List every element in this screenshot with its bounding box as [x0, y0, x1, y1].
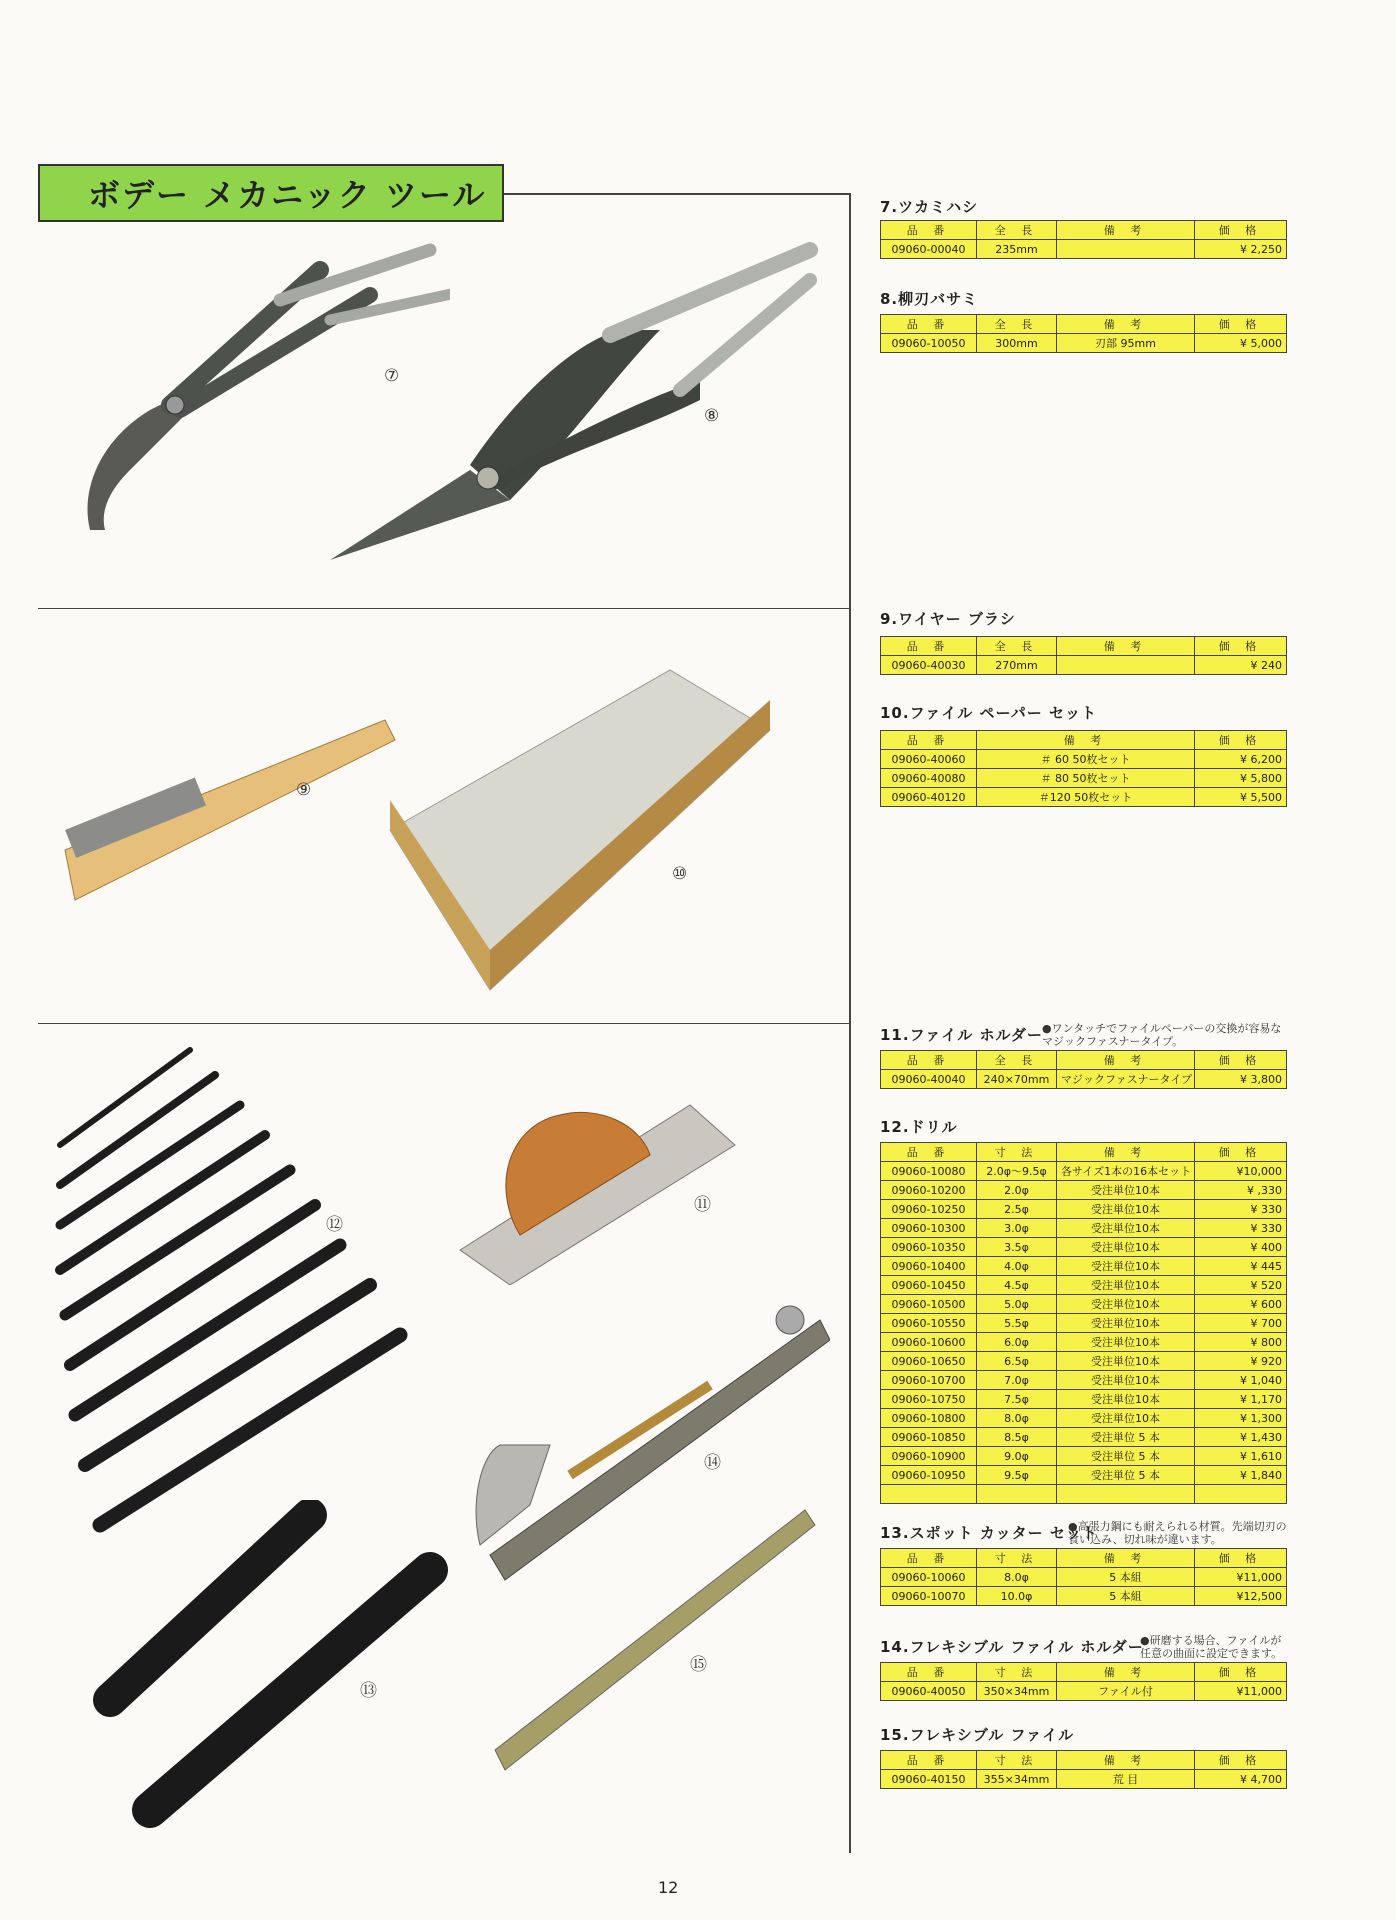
size: 6.0φ	[977, 1333, 1057, 1352]
section-10-title: 10.ファイル ペーパー セット	[880, 704, 1097, 722]
figure-label-12: ⑫	[326, 1215, 343, 1235]
header-cell: 品 番	[881, 1663, 977, 1682]
price: ¥ 1,610	[1195, 1447, 1287, 1466]
remarks: 受注単位10本	[1057, 1219, 1195, 1238]
remarks: 刃部 95mm	[1057, 334, 1195, 353]
table-row	[881, 1568, 1287, 1587]
part-number	[881, 1485, 977, 1504]
price: ¥ 240	[1195, 656, 1287, 675]
remarks: 受注単位10本	[1057, 1200, 1195, 1219]
section-8-table	[880, 314, 1287, 353]
header-cell: 価 格	[1195, 221, 1287, 240]
size: 9.5φ	[977, 1466, 1057, 1485]
part-number: 09060-10600	[881, 1333, 977, 1352]
part-number: 09060-10450	[881, 1276, 977, 1295]
price: ¥ 445	[1195, 1257, 1287, 1276]
size	[977, 1485, 1057, 1504]
remarks: 受注単位10本	[1057, 1181, 1195, 1200]
header-cell: 価 格	[1195, 731, 1287, 750]
section-7-table	[880, 220, 1287, 259]
price: ¥ 4,700	[1195, 1770, 1287, 1789]
section-14-note: ●研磨する場合、ファイルが任意の曲面に設定できます。	[1140, 1634, 1283, 1660]
table-row	[881, 769, 1287, 788]
price: ¥ ,330	[1195, 1181, 1287, 1200]
table-row	[881, 1587, 1287, 1606]
price: ¥ 400	[1195, 1238, 1287, 1257]
remarks: ＃120 50枚セット	[977, 788, 1195, 807]
table-row	[881, 1200, 1287, 1219]
header-cell: 備 考	[1057, 315, 1195, 334]
table-header-row	[881, 1549, 1287, 1568]
table-row	[881, 1428, 1287, 1447]
table-row	[881, 1162, 1287, 1181]
section-15-title: 15.フレキシブル ファイル	[880, 1726, 1075, 1744]
table-header-row	[881, 1051, 1287, 1070]
size: 10.0φ	[977, 1587, 1057, 1606]
part-number: 09060-10850	[881, 1428, 977, 1447]
table-row	[881, 1181, 1287, 1200]
remarks: ＃ 80 50枚セット	[977, 769, 1195, 788]
figure-label-15: ⑮	[690, 1655, 707, 1675]
length: 300mm	[977, 334, 1057, 353]
price: ¥ 1,300	[1195, 1409, 1287, 1428]
size: 355×34mm	[977, 1770, 1057, 1789]
header-cell: 備 考	[1057, 637, 1195, 656]
remarks: 受注単位10本	[1057, 1371, 1195, 1390]
part-number: 09060-10700	[881, 1371, 977, 1390]
part-number: 09060-10080	[881, 1162, 977, 1181]
remarks: 受注単位 5 本	[1057, 1447, 1195, 1466]
table-row	[881, 1276, 1287, 1295]
flexible-file-illustration	[490, 1505, 820, 1775]
price: ¥11,000	[1195, 1682, 1287, 1701]
length: 270mm	[977, 656, 1057, 675]
price: ¥ 330	[1195, 1219, 1287, 1238]
table-header-row	[881, 221, 1287, 240]
table-header-row	[881, 1143, 1287, 1162]
part-number: 09060-10400	[881, 1257, 977, 1276]
remarks: 受注単位10本	[1057, 1409, 1195, 1428]
part-number: 09060-40150	[881, 1770, 977, 1789]
table-row	[881, 1219, 1287, 1238]
header-cell: 備 考	[1057, 1051, 1195, 1070]
spot-cutter-illustration	[90, 1500, 450, 1830]
size: 5.0φ	[977, 1295, 1057, 1314]
divider-2	[38, 1023, 850, 1024]
remarks: 受注単位10本	[1057, 1333, 1195, 1352]
header-cell: 価 格	[1195, 315, 1287, 334]
price: ¥ 6,200	[1195, 750, 1287, 769]
table-row	[881, 788, 1287, 807]
header-cell: 備 考	[1057, 1549, 1195, 1568]
price: ¥ 3,800	[1195, 1070, 1287, 1089]
size: 4.0φ	[977, 1257, 1057, 1276]
figure-label-9: ⑨	[296, 780, 312, 800]
remarks: 受注単位 5 本	[1057, 1466, 1195, 1485]
section-9-table	[880, 636, 1287, 675]
part-number: 09060-40040	[881, 1070, 977, 1089]
price: ¥ 1,840	[1195, 1466, 1287, 1485]
price: ¥ 920	[1195, 1352, 1287, 1371]
table-row	[881, 1371, 1287, 1390]
section-12-table	[880, 1142, 1287, 1504]
table-row	[881, 1314, 1287, 1333]
part-number: 09060-10550	[881, 1314, 977, 1333]
part-number: 09060-10900	[881, 1447, 977, 1466]
size: 350×34mm	[977, 1682, 1057, 1701]
size: 2.0φ	[977, 1181, 1057, 1200]
figure-label-13: ⑬	[360, 1681, 377, 1701]
price: ¥ 1,040	[1195, 1371, 1287, 1390]
section-14-table	[880, 1662, 1287, 1701]
section-11-title: 11.ファイル ホルダー	[880, 1026, 1043, 1044]
size: 2.5φ	[977, 1200, 1057, 1219]
table-row	[881, 1466, 1287, 1485]
banner-title: ボデー メカニック ツール	[88, 176, 487, 214]
part-number: 09060-10950	[881, 1466, 977, 1485]
file-paper-illustration	[380, 660, 780, 1000]
size: 7.0φ	[977, 1371, 1057, 1390]
section-8-title: 8.柳刃バサミ	[880, 290, 979, 308]
size: 6.5φ	[977, 1352, 1057, 1371]
header-cell: 全 長	[977, 315, 1057, 334]
price: ¥ 5,800	[1195, 769, 1287, 788]
table-header-row	[881, 731, 1287, 750]
frame-top-line	[504, 193, 850, 195]
part-number: 09060-40050	[881, 1682, 977, 1701]
section-14-title: 14.フレキシブル ファイル ホルダー	[880, 1638, 1144, 1656]
remarks: 受注単位10本	[1057, 1390, 1195, 1409]
section-11-note: ●ワンタッチでファイルペーパーの交換が容易なマジックファスナータイプ。	[1042, 1022, 1282, 1048]
remarks	[1057, 656, 1195, 675]
header-cell: 寸 法	[977, 1549, 1057, 1568]
remarks: 受注単位10本	[1057, 1314, 1195, 1333]
table-header-row	[881, 1663, 1287, 1682]
remarks: 受注単位10本	[1057, 1295, 1195, 1314]
table-row	[881, 1295, 1287, 1314]
table-row	[881, 1333, 1287, 1352]
figure-label-8: ⑧	[704, 406, 720, 426]
price: ¥11,000	[1195, 1568, 1287, 1587]
price: ¥ 1,170	[1195, 1390, 1287, 1409]
length: 235mm	[977, 240, 1057, 259]
size: 3.0φ	[977, 1219, 1057, 1238]
divider-1	[38, 608, 850, 609]
header-cell: 全 長	[977, 221, 1057, 240]
table-header-row	[881, 637, 1287, 656]
wire-brush-illustration	[55, 700, 405, 920]
remarks: 受注単位10本	[1057, 1257, 1195, 1276]
price: ¥10,000	[1195, 1162, 1287, 1181]
part-number: 09060-10300	[881, 1219, 977, 1238]
size: 3.5φ	[977, 1238, 1057, 1257]
header-cell: 備 考	[1057, 1663, 1195, 1682]
header-cell: 価 格	[1195, 1663, 1287, 1682]
header-cell: 品 番	[881, 637, 977, 656]
price: ¥ 5,500	[1195, 788, 1287, 807]
header-cell: 品 番	[881, 315, 977, 334]
table-row	[881, 1682, 1287, 1701]
header-cell: 全 長	[977, 1051, 1057, 1070]
remarks: 受注単位10本	[1057, 1276, 1195, 1295]
section-12-title: 12.ドリル	[880, 1118, 958, 1136]
header-cell: 価 格	[1195, 1751, 1287, 1770]
table-row	[881, 1352, 1287, 1371]
table-row	[881, 1390, 1287, 1409]
table-row	[881, 1070, 1287, 1089]
remarks: ファイル付	[1057, 1682, 1195, 1701]
table-header-row	[881, 1751, 1287, 1770]
price: ¥ 2,250	[1195, 240, 1287, 259]
part-number: 09060-10800	[881, 1409, 977, 1428]
header-cell: 寸 法	[977, 1143, 1057, 1162]
part-number: 09060-10350	[881, 1238, 977, 1257]
part-number: 09060-10200	[881, 1181, 977, 1200]
header-cell: 品 番	[881, 1051, 977, 1070]
remarks: 受注単位 5 本	[1057, 1428, 1195, 1447]
remarks: 5 本組	[1057, 1568, 1195, 1587]
remarks: 受注単位10本	[1057, 1238, 1195, 1257]
part-number: 09060-10500	[881, 1295, 977, 1314]
table-row	[881, 334, 1287, 353]
remarks: 各サイズ1本の16本セット	[1057, 1162, 1195, 1181]
part-number: 09060-10070	[881, 1587, 977, 1606]
table-row	[881, 1770, 1287, 1789]
remarks: マジックファスナータイプ	[1057, 1070, 1195, 1089]
part-number: 09060-40080	[881, 769, 977, 788]
remarks: 5 本組	[1057, 1587, 1195, 1606]
part-number: 09060-40120	[881, 788, 977, 807]
page-number: 12	[658, 1878, 679, 1897]
header-cell: 価 格	[1195, 637, 1287, 656]
section-7-title: 7.ツカミハシ	[880, 198, 979, 216]
size: 9.0φ	[977, 1447, 1057, 1466]
header-cell: 品 番	[881, 1549, 977, 1568]
size: 8.0φ	[977, 1409, 1057, 1428]
part-number: 09060-40060	[881, 750, 977, 769]
table-header-row	[881, 315, 1287, 334]
table-row	[881, 750, 1287, 769]
price: ¥ 330	[1195, 1200, 1287, 1219]
header-cell: 備 考	[977, 731, 1195, 750]
header-cell: 寸 法	[977, 1663, 1057, 1682]
remarks: 荒 目	[1057, 1770, 1195, 1789]
length: 240×70mm	[977, 1070, 1057, 1089]
size: 8.5φ	[977, 1428, 1057, 1447]
header-cell: 備 考	[1057, 221, 1195, 240]
section-banner	[38, 164, 504, 222]
header-cell: 価 格	[1195, 1051, 1287, 1070]
header-cell: 品 番	[881, 221, 977, 240]
section-13-note: ●高張力鋼にも耐えられる材質。先端切刃の食い込み、切れ味が違います。	[1068, 1520, 1287, 1546]
figure-label-10: ⑩	[672, 864, 688, 884]
section-15-table	[880, 1750, 1287, 1789]
header-cell: 品 番	[881, 1751, 977, 1770]
figure-label-14: ⑭	[704, 1453, 721, 1473]
size: 4.5φ	[977, 1276, 1057, 1295]
table-row	[881, 1447, 1287, 1466]
price: ¥ 600	[1195, 1295, 1287, 1314]
table-row	[881, 656, 1287, 675]
table-row	[881, 240, 1287, 259]
remarks: 受注単位10本	[1057, 1352, 1195, 1371]
figure-label-7: ⑦	[384, 366, 400, 386]
header-cell: 品 番	[881, 1143, 977, 1162]
section-13-table	[880, 1548, 1287, 1606]
table-row	[881, 1409, 1287, 1428]
price: ¥ 700	[1195, 1314, 1287, 1333]
part-number: 09060-10060	[881, 1568, 977, 1587]
remarks	[1057, 1485, 1195, 1504]
part-number: 09060-10750	[881, 1390, 977, 1409]
price: ¥ 1,430	[1195, 1428, 1287, 1447]
remarks: ＃ 60 50枚セット	[977, 750, 1195, 769]
table-row	[881, 1257, 1287, 1276]
price: ¥ 520	[1195, 1276, 1287, 1295]
part-number: 09060-10250	[881, 1200, 977, 1219]
header-cell: 品 番	[881, 731, 977, 750]
table-row	[881, 1238, 1287, 1257]
size: 8.0φ	[977, 1568, 1057, 1587]
part-number: 09060-10650	[881, 1352, 977, 1371]
remarks	[1057, 240, 1195, 259]
part-number: 09060-10050	[881, 334, 977, 353]
size: 7.5φ	[977, 1390, 1057, 1409]
price	[1195, 1485, 1287, 1504]
section-13-title: 13.スポット カッター セット	[880, 1524, 1098, 1542]
header-cell: 価 格	[1195, 1549, 1287, 1568]
section-10-table	[880, 730, 1287, 807]
file-holder-illustration	[450, 1085, 740, 1285]
price: ¥ 800	[1195, 1333, 1287, 1352]
figure-label-11: ⑪	[694, 1195, 711, 1215]
snips-illustration	[320, 240, 820, 580]
price: ¥12,500	[1195, 1587, 1287, 1606]
price: ¥ 5,000	[1195, 334, 1287, 353]
header-cell: 価 格	[1195, 1143, 1287, 1162]
section-11-table	[880, 1050, 1287, 1089]
header-cell: 寸 法	[977, 1751, 1057, 1770]
size: 5.5φ	[977, 1314, 1057, 1333]
header-cell: 備 考	[1057, 1751, 1195, 1770]
table-row	[881, 1485, 1287, 1504]
size: 2.0φ〜9.5φ	[977, 1162, 1057, 1181]
header-cell: 備 考	[1057, 1143, 1195, 1162]
part-number: 09060-40030	[881, 656, 977, 675]
part-number: 09060-00040	[881, 240, 977, 259]
header-cell: 全 長	[977, 637, 1057, 656]
section-9-title: 9.ワイヤー ブラシ	[880, 610, 1016, 628]
